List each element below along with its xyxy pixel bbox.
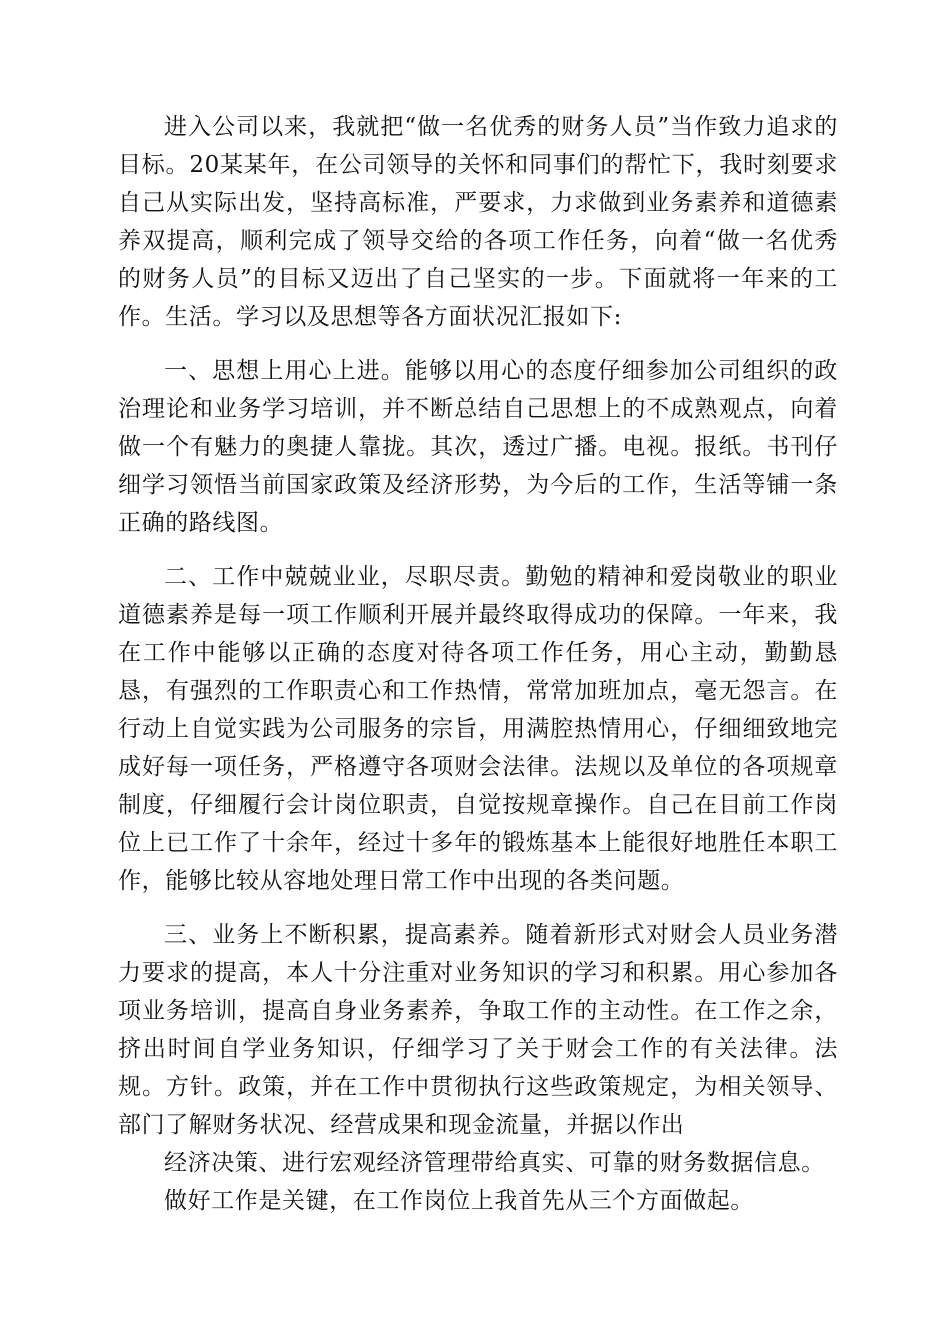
paragraph-ideology: 一、思想上用心上进。能够以用心的态度仔细参加公司组织的政治理论和业务学习培训，并不断总结自己思想上的不成熟观点，向着做一个有魅力的奥捷人靠拢。其次，透过广播。电视。报纸。书刊仔细学习领悟当前国家政策及经济形势，为今后的工作，生活等铺一条正确的路线图。 bbox=[118, 358, 838, 536]
paragraph-intro: 进入公司以来，我就把“做一名优秀的财务人员”当作致力追求的目标。20某某年，在公司领导的关怀和同事们的帮忙下，我时刻要求自己从实际出发，坚持高标准，严要求，力求做到业务素养和道德素养双提高，顺利完成了领导交给的各项工作任务，向着“做一名优秀的财务人员”的目标又迈出了自己坚实的一步。下面就将一年来的工作。生活。学习以及思想等各方面状况汇报如下: bbox=[118, 114, 838, 330]
paragraph-continuation: 经济决策、进行宏观经济管理带给真实、可靠的财务数据信息。 bbox=[164, 1150, 825, 1176]
paragraph-professional-growth: 三、业务上不断积累，提高素养。随着新形式对财会人员业务潜力要求的提高，本人十分注重对业务知识的学习和积累。用心参加各项业务培训，提高自身业务素养，争取工作的主动性。在工作之余，挤出时间自学业务知识，仔细学习了关于财会工作的有关法律。法规。方针。政策，并在工作中贯彻执行这些政策规定，为相关领导、部门了解财务状况、经营成果和现金流量，并据以作出 bbox=[118, 922, 838, 1138]
paragraph-closing: 做好工作是关键，在工作岗位上我首先从三个方面做起。 bbox=[164, 1188, 754, 1214]
paragraph-work-diligence: 二、工作中兢兢业业，尽职尽责。勤勉的精神和爱岗敬业的职业道德素养是每一项工作顺利开展并最终取得成功的保障。一年来，我在工作中能够以正确的态度对待各项工作任务，用心主动，勤勤恳恳，有强烈的工作职责心和工作热情，常常加班加点，毫无怨言。在行动上自觉实践为公司服务的宗旨，用满腔热情用心，仔细细致地完成好每一项任务，严格遵守各项财会法律。法规以及单位的各项规章制度，仔细履行会计岗位职责，自觉按规章操作。自己在目前工作岗位上已工作了十余年，经过十多年的锻炼基本上能很好地胜任本职工作，能够比较从容地处理日常工作中出现的各类问题。 bbox=[118, 564, 838, 894]
document-body bbox=[118, 108, 838, 1220]
